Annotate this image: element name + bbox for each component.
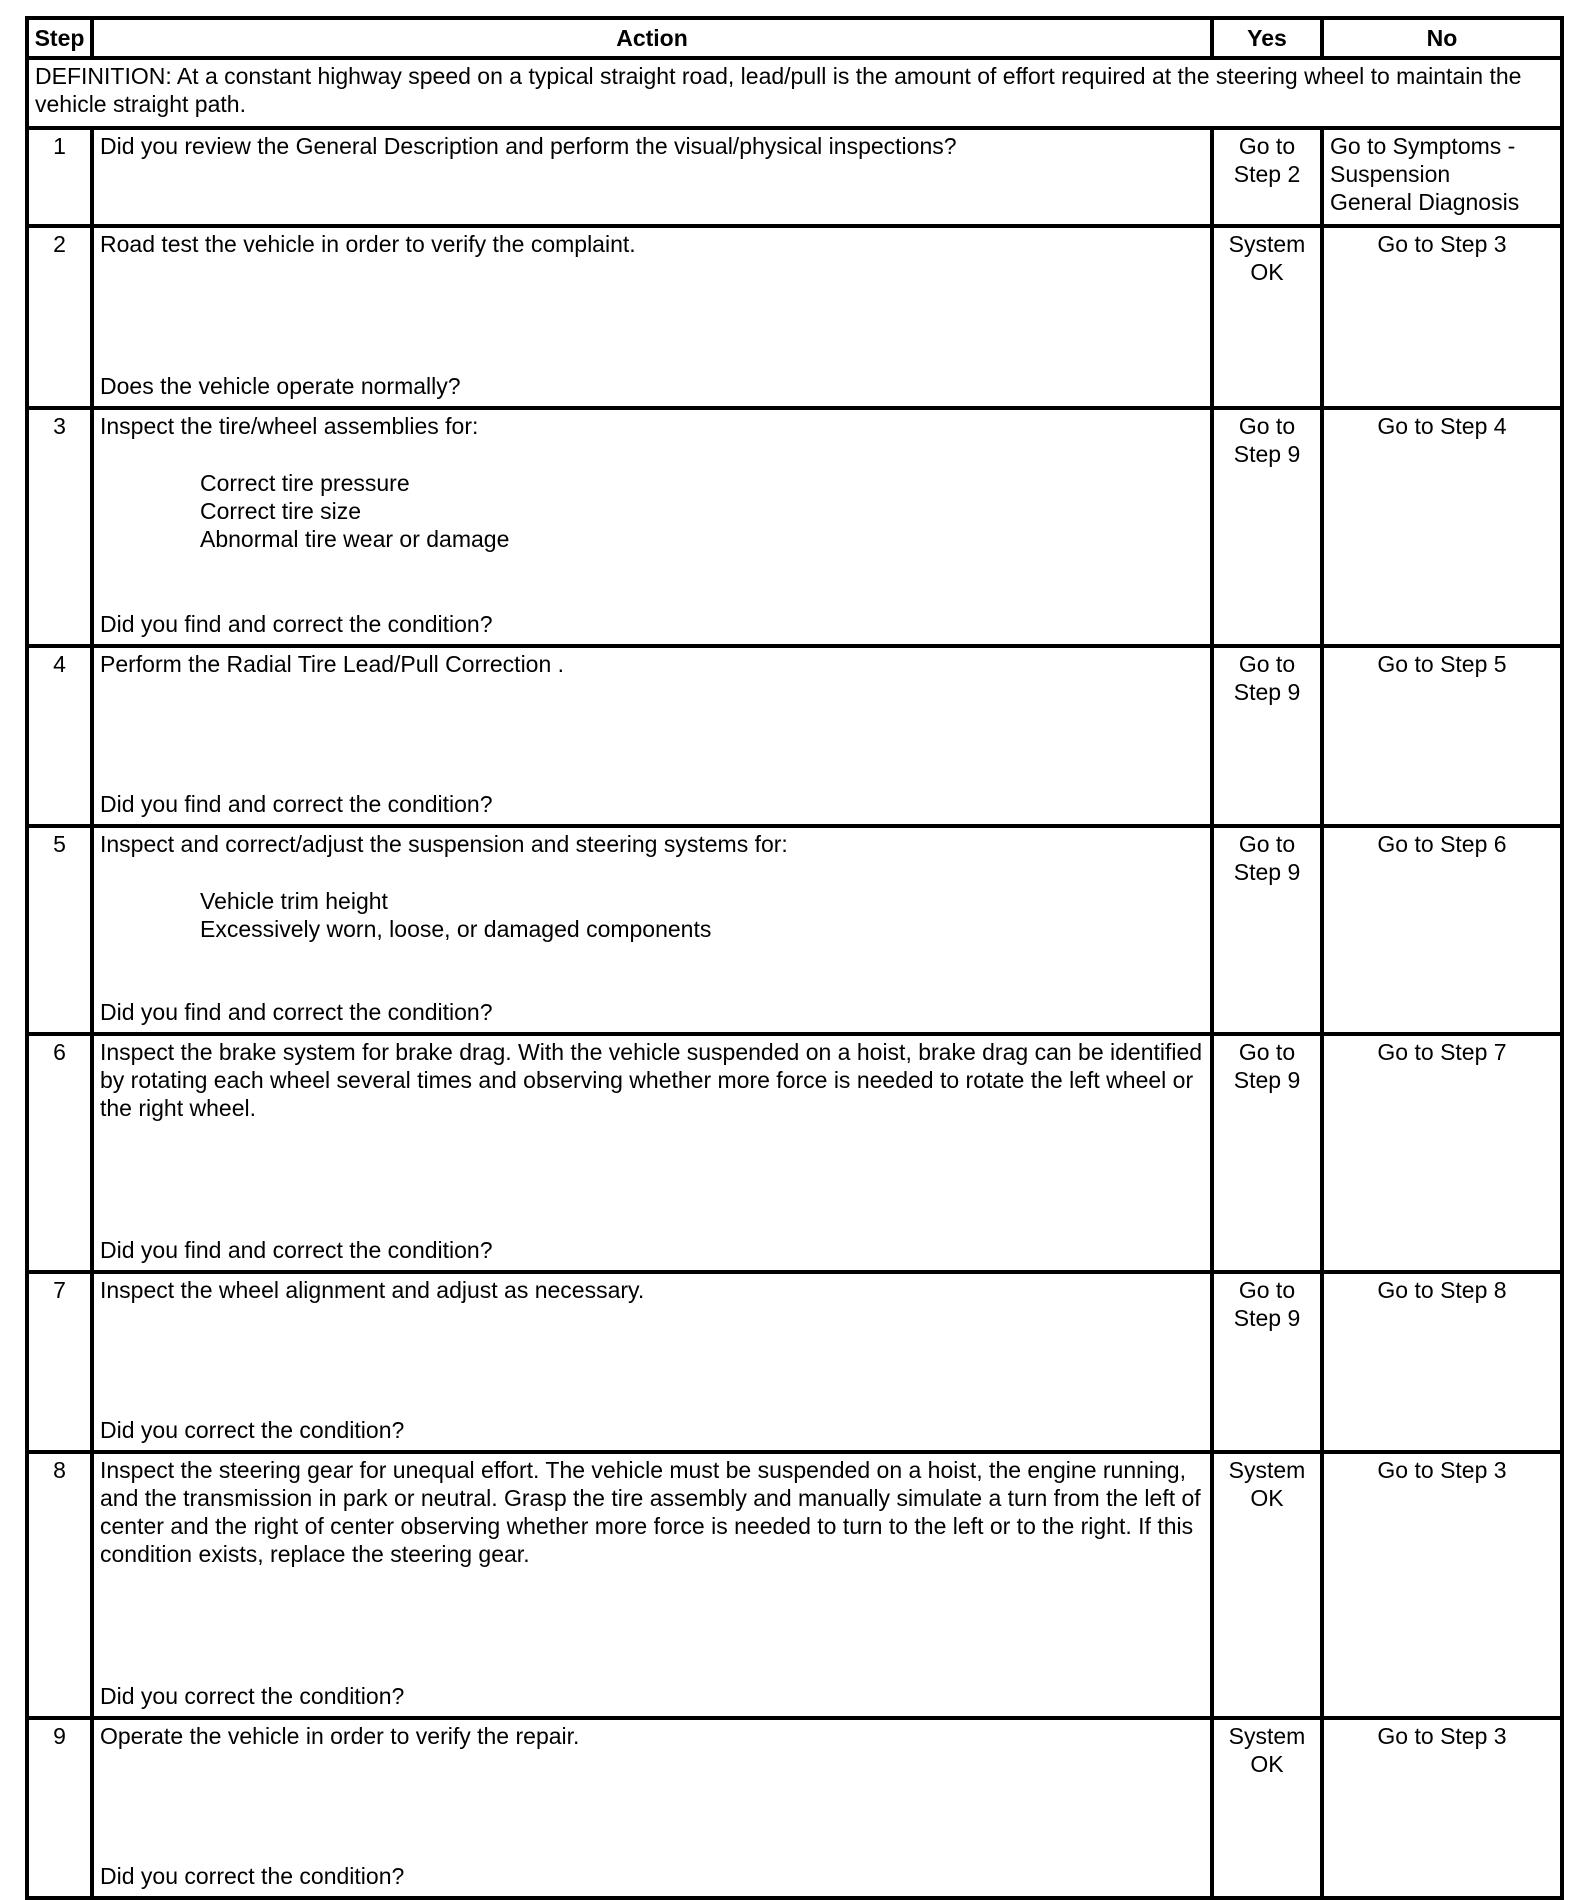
check-item: Correct tire pressure <box>200 470 410 497</box>
action-text: Did you review the General Description and perform the visual/physical inspections? <box>100 133 957 159</box>
action-cell <box>92 1718 1212 1898</box>
yes-value: Go to Step 9 <box>1233 831 1301 886</box>
action-text: Inspect and correct/adjust the suspension and steering systems for: <box>100 831 788 857</box>
yes-cell <box>1212 226 1322 408</box>
yes-value: Go to Step 9 <box>1233 1039 1301 1094</box>
action-question: Did you find and correct the condition? <box>100 790 493 817</box>
header-no: No <box>1322 18 1562 58</box>
table-row <box>27 646 1562 826</box>
check-list <box>200 469 1204 553</box>
action-question: Does the vehicle operate normally? <box>100 372 461 399</box>
no-cell <box>1322 1034 1562 1272</box>
table-row <box>27 1718 1562 1898</box>
yes-cell <box>1212 826 1322 1034</box>
table-row <box>27 1272 1562 1452</box>
action-text: Inspect the tire/wheel assemblies for: <box>100 413 479 439</box>
yes-value: System OK <box>1228 231 1306 286</box>
table-row <box>27 128 1562 226</box>
table-row <box>27 1452 1562 1718</box>
no-value: Go to Step 3 <box>1377 231 1507 257</box>
table-row <box>27 408 1562 646</box>
yes-value: Go to Step 2 <box>1233 133 1301 188</box>
step-number: 2 <box>27 226 92 408</box>
action-question: Did you find and correct the condition? <box>100 610 493 637</box>
step-number: 1 <box>27 128 92 226</box>
no-value: Go to Step 3 <box>1377 1723 1507 1749</box>
yes-cell <box>1212 1034 1322 1272</box>
header-action: Action <box>92 18 1212 58</box>
no-cell <box>1322 226 1562 408</box>
action-text: Inspect the steering gear for unequal effort. The vehicle must be suspended on a hoist, the engine running, and the transmission in park or neutral. Grasp the tire assembly and manually simulate a turn from the left of center and the right of center observing whether more force is needed to turn to the left or to the right. If this condition exists, replace the steering gear. <box>100 1457 1201 1568</box>
table-row <box>27 226 1562 408</box>
action-cell <box>92 826 1212 1034</box>
yes-value: System OK <box>1228 1723 1306 1778</box>
yes-cell <box>1212 646 1322 826</box>
action-text: Perform the Radial Tire Lead/Pull Correction . <box>100 651 565 677</box>
no-value: Go to Step 3 <box>1377 1457 1507 1483</box>
check-item: Excessively worn, loose, or damaged components <box>200 916 712 943</box>
no-cell <box>1322 646 1562 826</box>
no-cell <box>1322 826 1562 1034</box>
action-text: Operate the vehicle in order to verify the repair. <box>100 1723 580 1749</box>
yes-value: System OK <box>1228 1457 1306 1512</box>
yes-cell <box>1212 128 1322 226</box>
no-value: Go to Step 8 <box>1377 1277 1507 1303</box>
check-item: Vehicle trim height <box>200 888 388 915</box>
no-cell <box>1322 1452 1562 1718</box>
yes-cell <box>1212 1452 1322 1718</box>
step-number: 3 <box>27 408 92 646</box>
no-cell <box>1322 128 1562 226</box>
diagnostic-table-container <box>25 16 1560 1900</box>
yes-cell <box>1212 408 1322 646</box>
no-value: Go to Step 6 <box>1377 831 1507 857</box>
step-number: 7 <box>27 1272 92 1452</box>
action-question: Did you correct the condition? <box>100 1682 405 1709</box>
action-cell <box>92 1452 1212 1718</box>
action-cell <box>92 1272 1212 1452</box>
yes-cell <box>1212 1272 1322 1452</box>
no-value: Go to Symptoms - Suspension General Diagnosis <box>1330 133 1520 216</box>
action-question: Did you correct the condition? <box>100 1416 405 1443</box>
no-value: Go to Step 5 <box>1377 651 1507 677</box>
action-cell <box>92 128 1212 226</box>
no-cell <box>1322 408 1562 646</box>
no-cell <box>1322 1718 1562 1898</box>
action-text: Road test the vehicle in order to verify the complaint. <box>100 231 636 257</box>
action-cell <box>92 408 1212 646</box>
no-cell <box>1322 1272 1562 1452</box>
yes-cell <box>1212 1718 1322 1898</box>
action-text: Inspect the wheel alignment and adjust as necessary. <box>100 1277 645 1303</box>
header-yes: Yes <box>1212 18 1322 58</box>
definition-text: DEFINITION: At a constant highway speed on a typical straight road, lead/pull is the amount of effort required at the steering wheel to maintain the vehicle straight path. <box>27 58 1562 128</box>
table-row <box>27 826 1562 1034</box>
step-number: 6 <box>27 1034 92 1272</box>
check-list <box>200 887 1204 943</box>
no-value: Go to Step 4 <box>1377 413 1507 439</box>
yes-value: Go to Step 9 <box>1233 651 1301 706</box>
action-cell <box>92 646 1212 826</box>
yes-value: Go to Step 9 <box>1233 1277 1301 1332</box>
action-cell <box>92 226 1212 408</box>
step-number: 5 <box>27 826 92 1034</box>
step-number: 9 <box>27 1718 92 1898</box>
header-row <box>27 18 1562 58</box>
check-item: Abnormal tire wear or damage <box>200 526 510 553</box>
definition-row <box>27 58 1562 128</box>
no-value: Go to Step 7 <box>1377 1039 1507 1065</box>
step-number: 8 <box>27 1452 92 1718</box>
step-number: 4 <box>27 646 92 826</box>
action-cell <box>92 1034 1212 1272</box>
check-item: Correct tire size <box>200 498 362 525</box>
table-row <box>27 1034 1562 1272</box>
action-question: Did you correct the condition? <box>100 1862 405 1889</box>
yes-value: Go to Step 9 <box>1233 413 1301 468</box>
header-step: Step <box>27 18 92 58</box>
action-question: Did you find and correct the condition? <box>100 998 493 1025</box>
diagnostic-table <box>25 16 1564 1900</box>
action-text: Inspect the brake system for brake drag. With the vehicle suspended on a hoist, brake drag can be identified by rotating each wheel several times and observing whether more force is needed to rotate the left wheel or the right wheel. <box>100 1039 1203 1122</box>
action-question: Did you find and correct the condition? <box>100 1236 493 1263</box>
